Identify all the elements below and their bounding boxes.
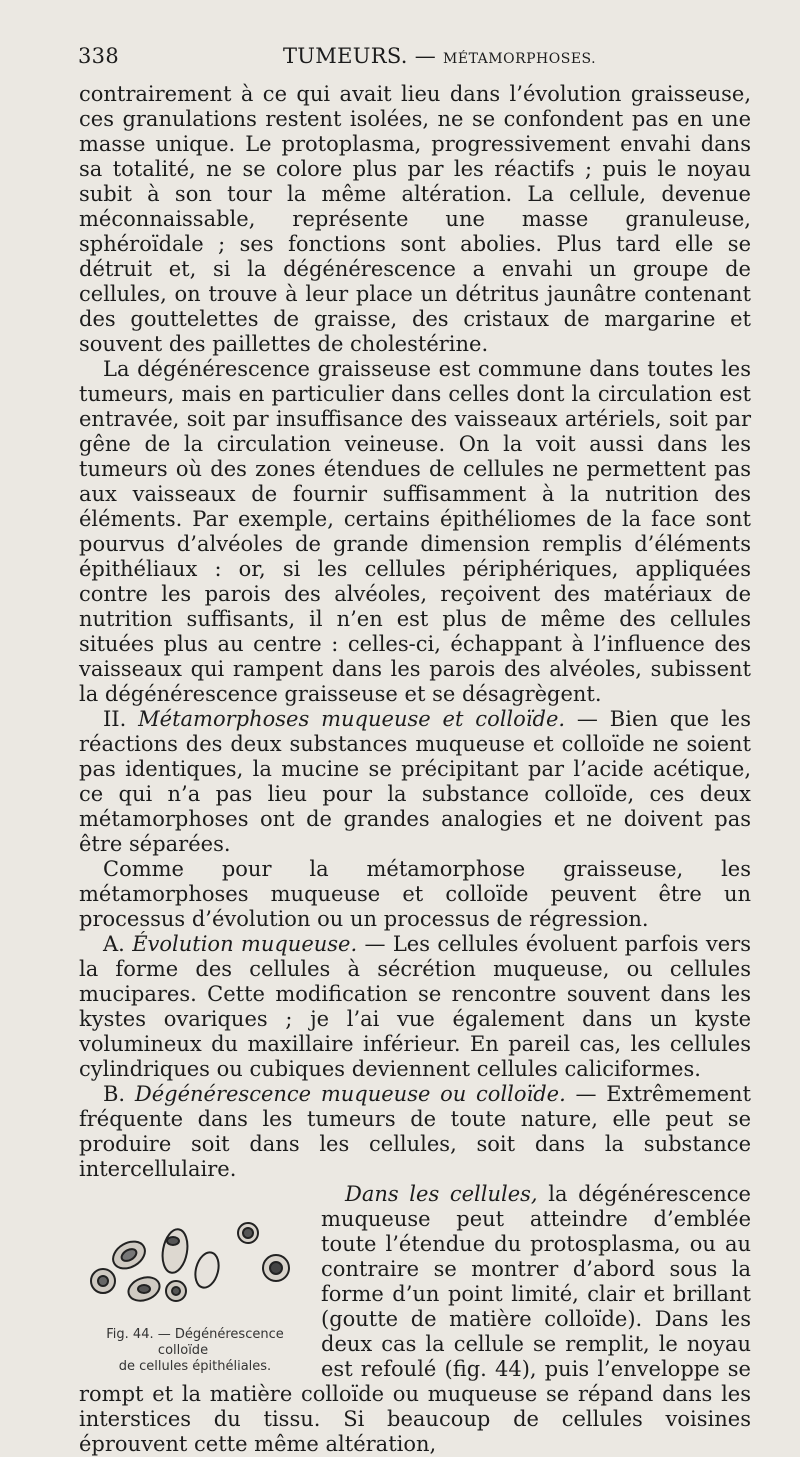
cell-nucleus [167,1237,179,1245]
body-text [79,82,751,1457]
subsection-letter: B. [103,1082,135,1106]
paragraph: La dégénérescence graisseuse est commune dans toutes les tumeurs, mais en particulier dans celles dont la circulation est entravée, soit par insuffisance des vaisseaux artériels, soit par gêne de la circulation veineuse. On la voit aussi dans les tumeurs où des zones étendues de cellules ne permettent pas aux vaisseaux de fournir suffisamment à la nutrition des éléments. Par exemple, certains épithéliomes de la face sont pourvus d’alvéoles de grande dimension remplis d’éléments épithéliaux : or, si les cellules périphériques, appliquées contre les parois des alvéoles, reçoivent des matériaux de nutrition suffisants, il n’en est plus de même des cellules situées plus au centre : celles-ci, échappant à l’influence des vaisseaux qui rampent dans les parois des alvéoles, subissent la dégénérescence graisseuse et se désagrègent. [79,357,751,706]
paragraph [79,707,751,857]
paragraph [79,1182,751,1457]
figure-caption [63,1327,303,1375]
cell-nucleus [243,1228,253,1238]
paragraph: contrairement à ce qui avait lieu dans l’évolution graisseuse, ces granulations restent isolées, ne se confondent pas en une masse unique. Le protoplasma, progressivement envahi dans sa totalité, ne se colore plus par les réactifs ; puis le noyau subit à son tour la même altération. La cellule, devenue méconnaissable, représente une masse granuleuse, sphéroïdale ; ses fonctions sont abolies. Plus tard elle se détruit et, si la dégénérescence a envahi un groupe de cellules, on trouve à leur place un détritus jaunâtre contenant des gouttelettes de graisse, des cristaux de margarine et souvent des paillettes de cholestérine. [79,82,751,356]
section-number: II. [103,707,139,731]
subsection-heading: Dégénérescence muqueuse ou colloïde. [134,1082,566,1106]
paragraph-text: — Extrêmement fréquente dans les tumeurs de toute nature, elle peut se produire soit dans les cellules, soit dans la substance intercellulaire. [79,1082,752,1181]
paragraph-heading: Dans les cellules, [345,1182,538,1206]
running-header [78,44,748,74]
caption-line: Fig. 44. — Dégénérescence colloïde [106,1327,284,1358]
cell-drawing [159,1227,190,1274]
cell-nucleus [270,1262,282,1274]
paragraph [79,1082,751,1182]
cell-drawing [192,1250,223,1290]
section-heading: Métamorphoses muqueuse et colloïde. [138,707,566,731]
cell-nucleus [98,1276,108,1286]
running-title [283,44,596,68]
cell-nucleus [172,1287,180,1295]
figure-44 [63,1207,311,1375]
subsection-heading: Évolution muqueuse. [132,932,358,956]
header-separator: — [414,44,437,68]
paragraph-text: la dégénérescence muqueuse peut atteindre d’emblée toute l’étendue du protosplasma, ou au contraire se montrer d’abord sous la forme d’un point limité, clair et brillant (goutte de matière colloïde). Dans les deux cas la cellule se remplit, le noyau est refoulé (fig. 44), puis l’enveloppe se rompt et la matière colloïde ou muqueuse se répand dans les interstices du tissu. Si beaucoup de cellules voisines éprouvent cette même altération, [79,1182,751,1456]
paragraph-text: — Les cellules évoluent parfois vers la forme des cellules à sécrétion muqueuse, ou cellules mucipares. Cette modification se rencontre souvent dans les kystes ovariques ; je l’ai vue également dans un kyste volumineux du maxillaire inférieur. En pareil cas, les cellules cylindriques ou cubiques deviennent cellules caliciformes. [79,932,751,1081]
paragraph-text: — Bien que les réactions des deux substances muqueuse et colloïde ne soient pas identiques, la mucine se précipitant par l’acide acétique, ce qui n’a pas lieu pour la substance colloïde, ces deux métamorphoses ont de grandes analogies et ne doivent pas être séparées. [79,707,751,856]
cell-nucleus [138,1285,150,1293]
header-subtitle: MÉTAMORPHOSES. [443,51,597,67]
subsection-letter: A. [103,932,133,956]
page-number: 338 [78,44,119,68]
caption-line: de cellules épithéliales. [118,1359,272,1374]
paragraph [79,932,751,1082]
header-title: TUMEURS. [283,44,408,68]
paragraph: Comme pour la métamorphose graisseuse, les métamorphoses muqueuse et colloïde peuvent être un processus d’évolution ou un processus de régression. [79,857,751,931]
cell-illustration [77,1213,302,1323]
